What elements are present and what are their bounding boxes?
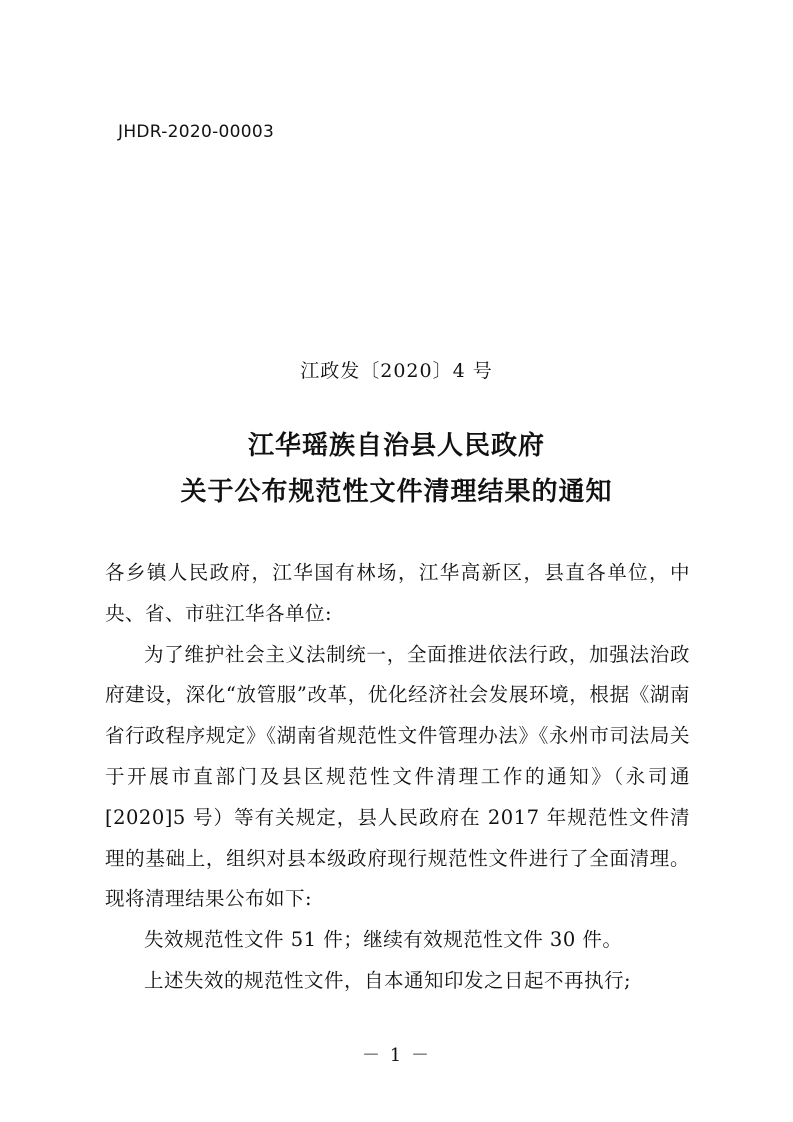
document-title-line-2: 关于公布规范性文件清理结果的通知 xyxy=(180,477,613,507)
document-title-line-1: 江华瑶族自治县人民政府 xyxy=(247,431,545,461)
body-paragraph: 为了维护社会主义法制统一，全面推进依法行政，加强法治政府建设，深化“放管服”改革，优化经济社会发展环境，根据《湖南省行政程序规定》《湖南省规范性文件管理办法》《永州市司法局关于开展市直部门及县区规范性文件清理工作的通知》（永司通[2020]5 号）等有关规定，县人民政府在 2017 年规范性文件清理的基础上，组织对县本级政府现行规范性文件进行了全面清理。现将清理结果公布如下: xyxy=(105,642,690,911)
body-paragraph: 上述失效的规范性文件，自本通知印发之日起不再执行; xyxy=(144,968,632,992)
page-number: － 1 － xyxy=(362,1045,431,1066)
recipients-paragraph: 各乡镇人民政府，江华国有林场，江华高新区，县直各单位，中央、省、市驻江华各单位: xyxy=(105,561,690,625)
document-code: JHDR-2020-00003 xyxy=(118,122,275,142)
document-body xyxy=(105,553,690,1002)
body-paragraph: 失效规范性文件 51 件；继续有效规范性文件 30 件。 xyxy=(144,928,623,952)
document-number: 江政发〔2020〕4 号 xyxy=(300,360,493,382)
